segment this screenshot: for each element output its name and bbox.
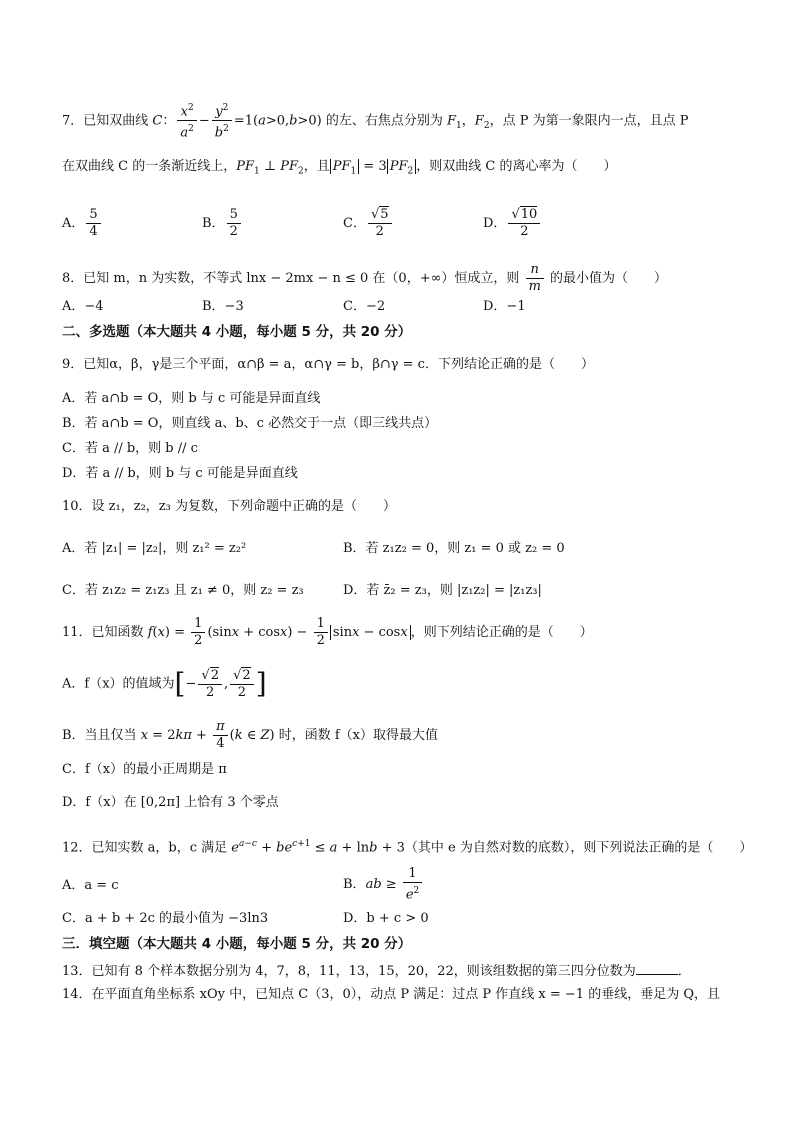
q7-option-d: D． $\frac{√10}{2}$ xyxy=(483,206,542,242)
q7-option-b: B． $\frac{5}{2}$ xyxy=(202,206,243,242)
q12-option-c: C．a + b + 2c 的最小值为 −3ln3 xyxy=(62,911,269,926)
q8-option-a: A．−4 xyxy=(62,299,104,314)
text: ，则双曲线 C 的离心率为（ ） xyxy=(416,159,617,174)
question-7-line-1: 7．已知双曲线 C： $\frac{x^2}{a^2}$ − $\frac{y^2}{b^2}$ =1(a>0,b>0) 的左、右焦点分别为 $F_1$，$F_2$，点 P 为第一象限内一点，且点 P xyxy=(62,100,688,144)
q11-option-c: C．f（x）的最小正周期是 π xyxy=(62,762,227,777)
question-number: 7． xyxy=(62,113,84,129)
question-13 xyxy=(62,960,691,982)
q9-option-a: A．若 a∩b = O，则 b 与 c 可能是异面直线 xyxy=(62,391,321,406)
q7-option-a: A． $\frac{5}{4}$ xyxy=(62,206,103,242)
text: A．f（x）的值域为 xyxy=(62,676,175,692)
text: 已知双曲线 xyxy=(83,113,153,129)
q10-option-c: C．若 z₁z₂ = z₁z₃ 且 z₁ ≠ 0，则 z₂ = z₃ xyxy=(62,583,304,598)
q11-option-a: A．f（x）的值域为[− $\frac{√2}{2}$ , $\frac{√2}{2}$ ] xyxy=(62,667,267,700)
q8-option-c: C．−2 xyxy=(343,299,386,314)
q11-option-d: D．f（x）在 [0,2π] 上恰有 3 个零点 xyxy=(62,795,279,810)
question-7-line-2: 在双曲线 C 的一条渐近线上，$PF_1$ ⊥ $PF_2$，且 $PF_1 = 3$ $PF_2$ ，则双曲线 C 的离心率为（ ） xyxy=(62,159,617,177)
q9-option-b: B．若 a∩b = O，则直线 a、b、c 必然交于一点（即三线共点） xyxy=(62,416,438,431)
section-heading-fill-in: 三．填空题（本大题共 4 小题，每小题 5 分，共 20 分） xyxy=(62,936,412,952)
q9-option-d: D．若 a // b，则 b 与 c 可能是异面直线 xyxy=(62,466,298,481)
text: ，则下列结论正确的是（ ） xyxy=(410,625,593,640)
text: 时，函数 f（x）取得最大值 xyxy=(274,728,439,743)
text: ，且 xyxy=(303,159,330,174)
q8-option-b: B．−3 xyxy=(202,299,244,314)
q12-option-d: D．b + c > 0 xyxy=(343,911,429,926)
formula-y2-over-b2: $\frac{y^2}{b^2}$ xyxy=(212,100,232,142)
q10-option-d: D．若 z̄₂ = z₃，则 |z₁z₂| = |z₁z₃| xyxy=(343,583,542,598)
text: 12．已知实数 a，b，c 满足 xyxy=(62,840,232,856)
question-12-stem: 12．已知实数 a，b，c 满足 $e^{a-c} + be^{c+1} \le a + \ln b + 3$（其中 e 为自然对数的底数），则下列说法正确的是（ ） xyxy=(62,839,753,856)
text: 8．已知 m，n 为实数，不等式 xyxy=(62,271,247,286)
inequality: lnx − 2mx − n ≤ 0 xyxy=(246,271,369,286)
answer-blank[interactable] xyxy=(636,960,678,975)
text: 13．已知有 8 个样本数据分别为 4，7，8，11，13，15，20，22，则该组数据的第三四分位数为 xyxy=(62,964,636,979)
q9-option-c: C．若 a // b，则 b // c xyxy=(62,441,198,456)
question-14: 14．在平面直角坐标系 xOy 中，已知点 C（3，0），动点 P 满足：过点 P 作直线 x = −1 的垂线，垂足为 Q，且 xyxy=(62,987,720,1002)
formula-n-over-m: $\frac{n}{m}$ xyxy=(526,262,544,295)
text: 在双曲线 C 的一条渐近线上， xyxy=(62,159,237,174)
text: 在（0，+∞）恒成立，则 xyxy=(368,271,524,286)
text: 的最小值为（ ） xyxy=(545,271,668,286)
section-heading-multiple-choice: 二、多选题（本大题共 4 小题，每小题 5 分，共 20 分） xyxy=(62,324,412,340)
text: 的左、右焦点分别为 xyxy=(321,113,448,129)
q12-option-a: A．a = c xyxy=(62,878,119,893)
q10-option-b: B．若 z₁z₂ = 0，则 z₁ = 0 或 z₂ = 0 xyxy=(343,541,565,556)
q12-option-b: B．ab ≥ $\frac{1}{e^2}$ xyxy=(343,866,424,903)
text: B．当且仅当 xyxy=(62,728,141,743)
question-8-stem xyxy=(62,262,667,296)
text: ，点 P 为第一象限内一点，且点 P xyxy=(489,113,689,129)
question-9-stem: 9．已知α，β，γ是三个平面，α∩β = a，α∩γ = b，β∩γ = c．下列结论正确的是（ ） xyxy=(62,357,594,372)
text: ． xyxy=(677,964,691,979)
q11-option-b: B．当且仅当 x = 2kπ + $\frac{\pi}{4}$ (k ∈ Z) 时，函数 f（x）取得最大值 xyxy=(62,719,439,751)
question-11-stem: 11．已知函数 f(x) = $\frac{1}{2}$ (sinx + cosx) − $\frac{1}{2}$ sinx − cosx ，则下列结论正确的是（ ） xyxy=(62,616,593,648)
q10-option-a: A．若 |z₁| = |z₂|，则 z₁² = z₂² xyxy=(62,541,247,556)
formula-x2-over-a2: $\frac{x^2}{a^2}$ xyxy=(177,100,197,142)
question-10-stem: 10．设 z₁，z₂，z₃ 为复数，下列命题中正确的是（ ） xyxy=(62,499,396,514)
q7-option-c: C． $\frac{√5}{2}$ xyxy=(343,206,394,242)
q8-option-d: D．−1 xyxy=(483,299,526,314)
text: 11．已知函数 xyxy=(62,625,148,640)
text: （其中 e 为自然对数的底数），则下列说法正确的是（ ） xyxy=(404,840,753,856)
